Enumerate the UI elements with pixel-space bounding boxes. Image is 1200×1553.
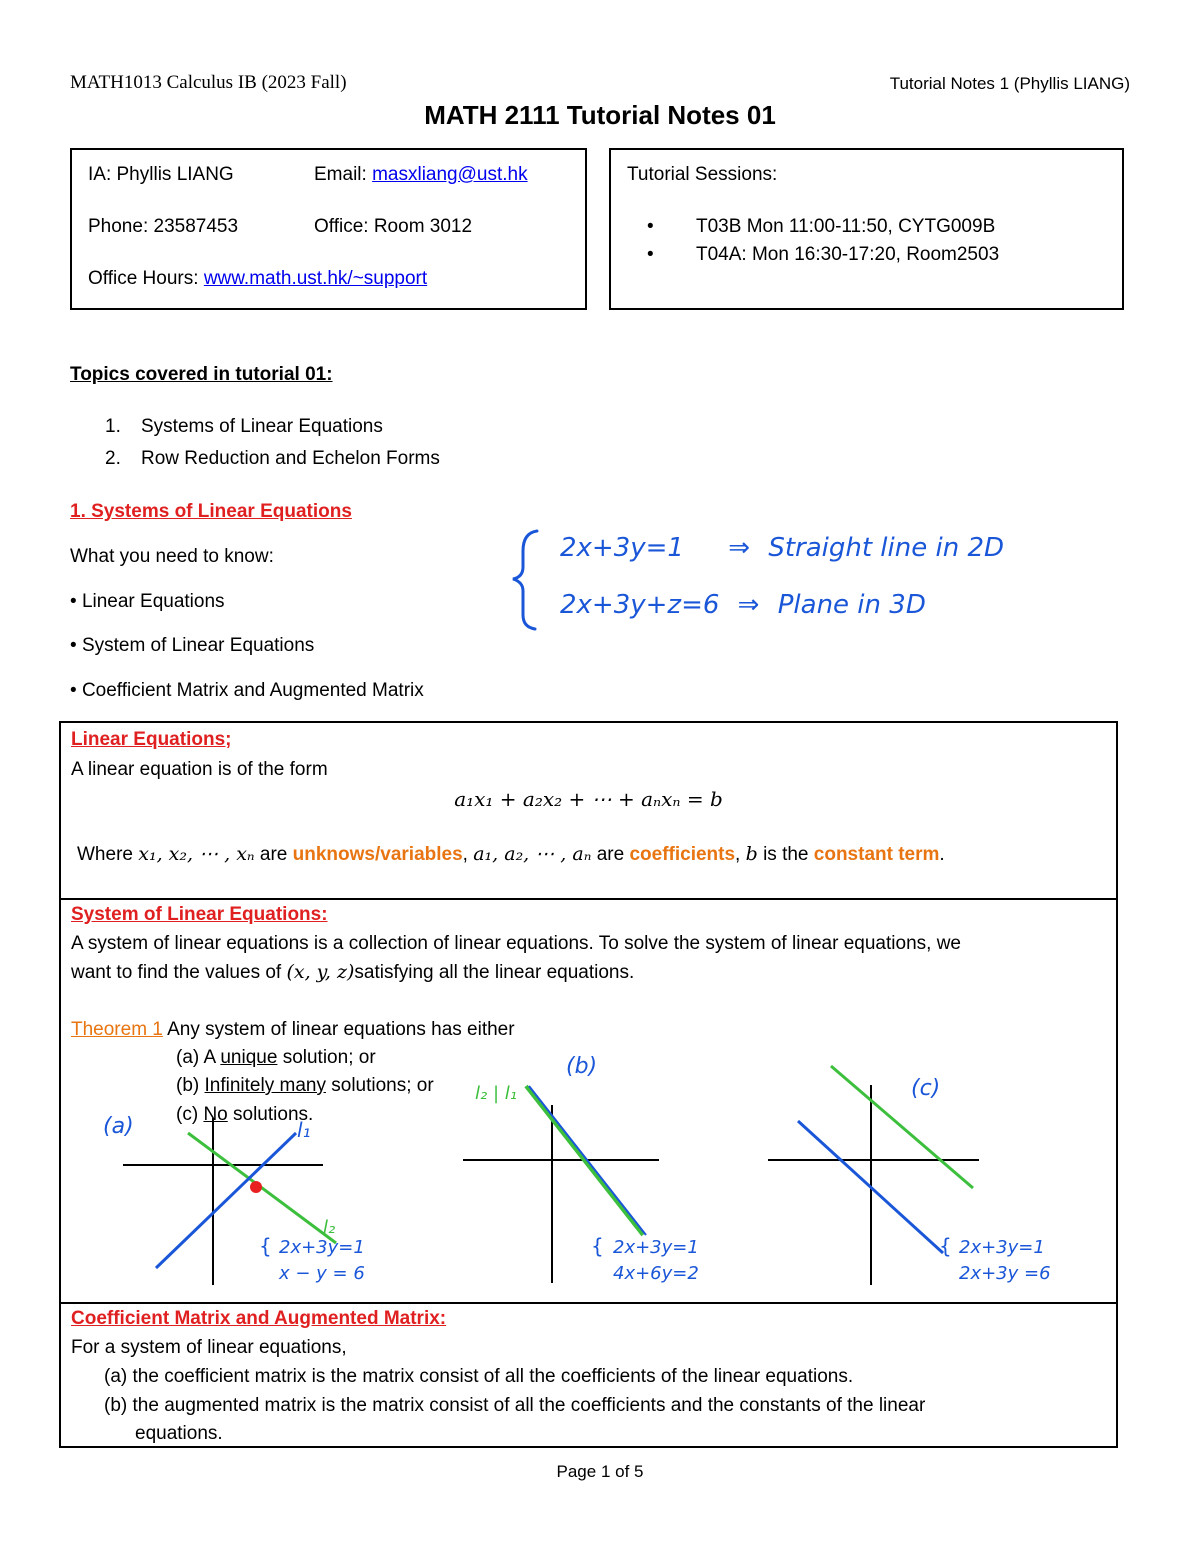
- graph-a-line-l1: [156, 1133, 296, 1268]
- topic-item: 2. Row Reduction and Echelon Forms: [105, 448, 440, 469]
- definitions-table: [59, 721, 1118, 1448]
- bullet-item: • Coefficient Matrix and Augmented Matrix: [70, 680, 424, 701]
- handwritten-line1: 2x+3y=1 ⇒ Straight line in 2D: [560, 533, 1005, 563]
- graph-b-eq1: 2x+3y=1: [613, 1237, 699, 1258]
- graph-c-label: (c): [911, 1076, 941, 1101]
- graph-a-intersection: [250, 1181, 262, 1193]
- email-row: [314, 164, 528, 186]
- graph-b-label: (b): [566, 1054, 598, 1079]
- matrix-heading: Coefficient Matrix and Augmented Matrix:: [71, 1308, 447, 1329]
- header-course: MATH1013 Calculus IB (2023 Fall): [70, 72, 347, 93]
- email-label: Email:: [314, 164, 373, 185]
- theorem-c: (c) No solutions.: [176, 1104, 314, 1125]
- matrix-b-cont: equations.: [135, 1423, 223, 1444]
- matrix-a: (a) the coefficient matrix is the matrix consist of all the coefficients of the linear equations.: [104, 1366, 854, 1387]
- graph-b-brace: {: [591, 1234, 604, 1258]
- need-to-know: What you need to know:: [70, 546, 274, 567]
- topic-item: 1. Systems of Linear Equations: [105, 416, 383, 437]
- header-notes: Tutorial Notes 1 (Phyllis LIANG): [889, 74, 1130, 93]
- linear-eq-where: Where x₁, x₂, ⋯ , xₙ are unknows/variables, a₁, a₂, ⋯ , aₙ are coefficients, b is the constant term.: [77, 843, 945, 865]
- handwritten-line2: 2x+3y+z=6 ⇒ Plane in 3D: [560, 590, 926, 620]
- sessions-box: Tutorial Sessions: • T03B Mon 11:00-11:50, CYTG009B • T04A: Mon 16:30-17:20, Room2503: [609, 148, 1124, 310]
- section1-heading: 1. Systems of Linear Equations: [70, 501, 352, 522]
- graph-a-brace: {: [259, 1234, 272, 1258]
- system-text2: want to find the values of (x, y, z)satisfying all the linear equations.: [71, 961, 635, 983]
- email-link[interactable]: masxliang@ust.hk: [372, 164, 528, 185]
- office-hours-row: [88, 268, 427, 290]
- graph-c-eq1: 2x+3y=1: [959, 1237, 1045, 1258]
- linear-eq-formula: a₁x₁ + a₂x₂ + ⋯ + aₙxₙ = b: [454, 787, 723, 811]
- graph-b-eq2: 4x+6y=2: [613, 1263, 699, 1284]
- system-text1: A system of linear equations is a collection of linear equations. To solve the system of linear equations, we: [71, 933, 961, 954]
- system-heading: System of Linear Equations:: [71, 904, 328, 925]
- row-divider: [61, 1302, 1116, 1304]
- handwritten-brace: [505, 525, 545, 635]
- graph-c-brace: {: [939, 1234, 952, 1258]
- row-divider: [61, 898, 1116, 900]
- linear-eq-intro: A linear equation is of the form: [71, 759, 328, 780]
- page-title: MATH 2111 Tutorial Notes 01: [424, 100, 776, 130]
- matrix-intro: For a system of linear equations,: [71, 1337, 347, 1358]
- graph-a-l2: l₂: [323, 1217, 336, 1238]
- matrix-b: (b) the augmented matrix is the matrix consist of all the coefficients and the constants of the linear: [104, 1395, 926, 1416]
- office-hours-link[interactable]: www.math.ust.hk/~support: [203, 268, 428, 289]
- graph-a-eq2: x − y = 6: [279, 1263, 365, 1284]
- graph-a-line-l2: [188, 1133, 336, 1243]
- bullet-item: • System of Linear Equations: [70, 635, 315, 656]
- bullet-item: • Linear Equations: [70, 591, 225, 612]
- graph-a-eq1: 2x+3y=1: [279, 1237, 365, 1258]
- graph-a-l1: l₁: [297, 1118, 311, 1142]
- topics-heading: Topics covered in tutorial 01:: [70, 364, 333, 385]
- phone: Phone: 23587453: [88, 216, 239, 237]
- theorem-b: (b) Infinitely many solutions; or: [176, 1075, 434, 1096]
- contact-box: [70, 148, 587, 310]
- office: Office: Room 3012: [314, 216, 473, 237]
- theorem-a: (a) A unique solution; or: [176, 1047, 376, 1068]
- ia-name: IA: Phyllis LIANG: [88, 164, 234, 185]
- office-hours-label: Office Hours:: [88, 268, 204, 289]
- graph-b-lines-label: l₂ | l₁: [475, 1083, 517, 1104]
- theorem: Theorem 1 Any system of linear equations has either: [71, 1019, 515, 1040]
- graph-a-label: (a): [103, 1114, 134, 1139]
- page-number: Page 1 of 5: [556, 1462, 644, 1481]
- sessions-title: Tutorial Sessions:: [627, 164, 778, 185]
- linear-eq-heading: Linear Equations;: [71, 729, 232, 750]
- graph-c-eq2: 2x+3y =6: [959, 1263, 1051, 1284]
